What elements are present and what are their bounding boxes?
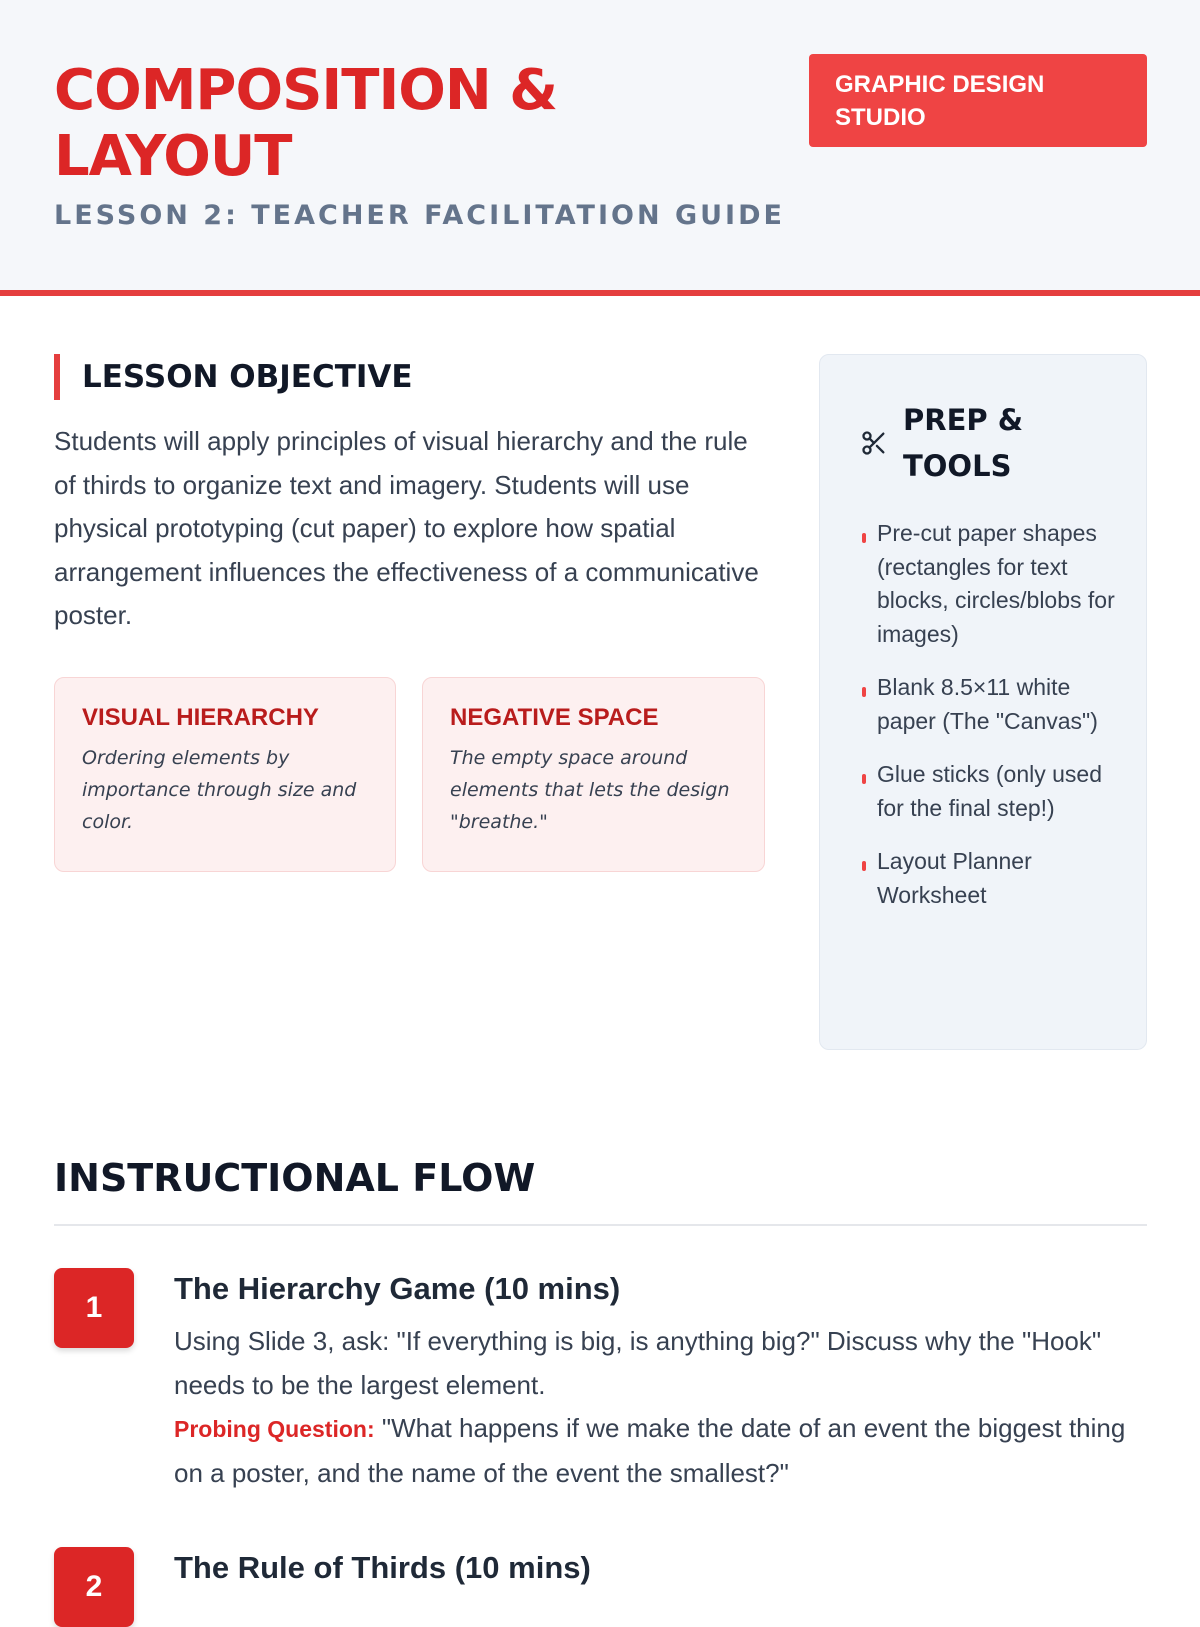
term-card-negative-space (422, 677, 765, 872)
list-item: Pre-cut paper shapes (rectangles for text blocks, circles/blobs for images) (860, 517, 1130, 651)
prep-title-line-1: PREP & (903, 403, 1024, 437)
list-item: Layout Planner Worksheet (860, 845, 1130, 912)
badge-line-1: GRAPHIC DESIGN (835, 71, 1045, 98)
step-number-badge: 2 (54, 1547, 134, 1627)
term-description: The empty space around elements that lets the design "breathe." (450, 747, 730, 833)
page-header (0, 0, 1200, 296)
step-description: Using Slide 3, ask: "If everything is big, is anything big?" Discuss why the "Hook" needs to be the largest element. (174, 1326, 1102, 1400)
step-body (174, 1320, 1146, 1495)
page-title (54, 58, 754, 190)
page-subtitle: LESSON 2: TEACHER FACILITATION GUIDE (54, 200, 785, 231)
probing-question-label: Probing Question: (174, 1416, 375, 1442)
prep-tools-panel (819, 354, 1147, 1050)
title-line-1: COMPOSITION & (54, 58, 558, 123)
step-title: The Hierarchy Game (10 mins) (174, 1271, 621, 1306)
term-card-visual-hierarchy (54, 677, 396, 872)
prep-title-line-2: TOOLS (903, 449, 1012, 483)
title-line-2: LAYOUT (54, 124, 292, 189)
term-title: VISUAL HIERARCHY (82, 704, 319, 731)
probing-question-text: "What happens if we make the date of an event the biggest thing on a poster, and the name of the event the smallest?" (174, 1413, 1126, 1488)
step-number-badge: 1 (54, 1268, 134, 1348)
list-item: Blank 8.5×11 white paper (The "Canvas") (860, 671, 1130, 738)
objective-heading: LESSON OBJECTIVE (54, 354, 413, 400)
badge-line-2: STUDIO (835, 104, 926, 131)
objective-text: Students will apply principles of visual hierarchy and the rule of thirds to organize text and imagery. Students will use physical prototyping (cut paper) to explore how spatial arrangement influences the effectiveness of a communicative poster. (54, 426, 759, 630)
prep-list (860, 517, 1130, 932)
studio-badge (809, 54, 1147, 147)
scissors-icon (860, 429, 888, 457)
term-description: Ordering elements by importance through size and color. (82, 747, 357, 833)
step-title: The Rule of Thirds (10 mins) (174, 1550, 591, 1585)
term-title: NEGATIVE SPACE (450, 704, 659, 731)
section-divider (54, 1224, 1147, 1226)
list-item: Glue sticks (only used for the final step!) (860, 758, 1130, 825)
instructional-flow-heading: INSTRUCTIONAL FLOW (54, 1156, 536, 1200)
prep-title (903, 397, 1103, 489)
